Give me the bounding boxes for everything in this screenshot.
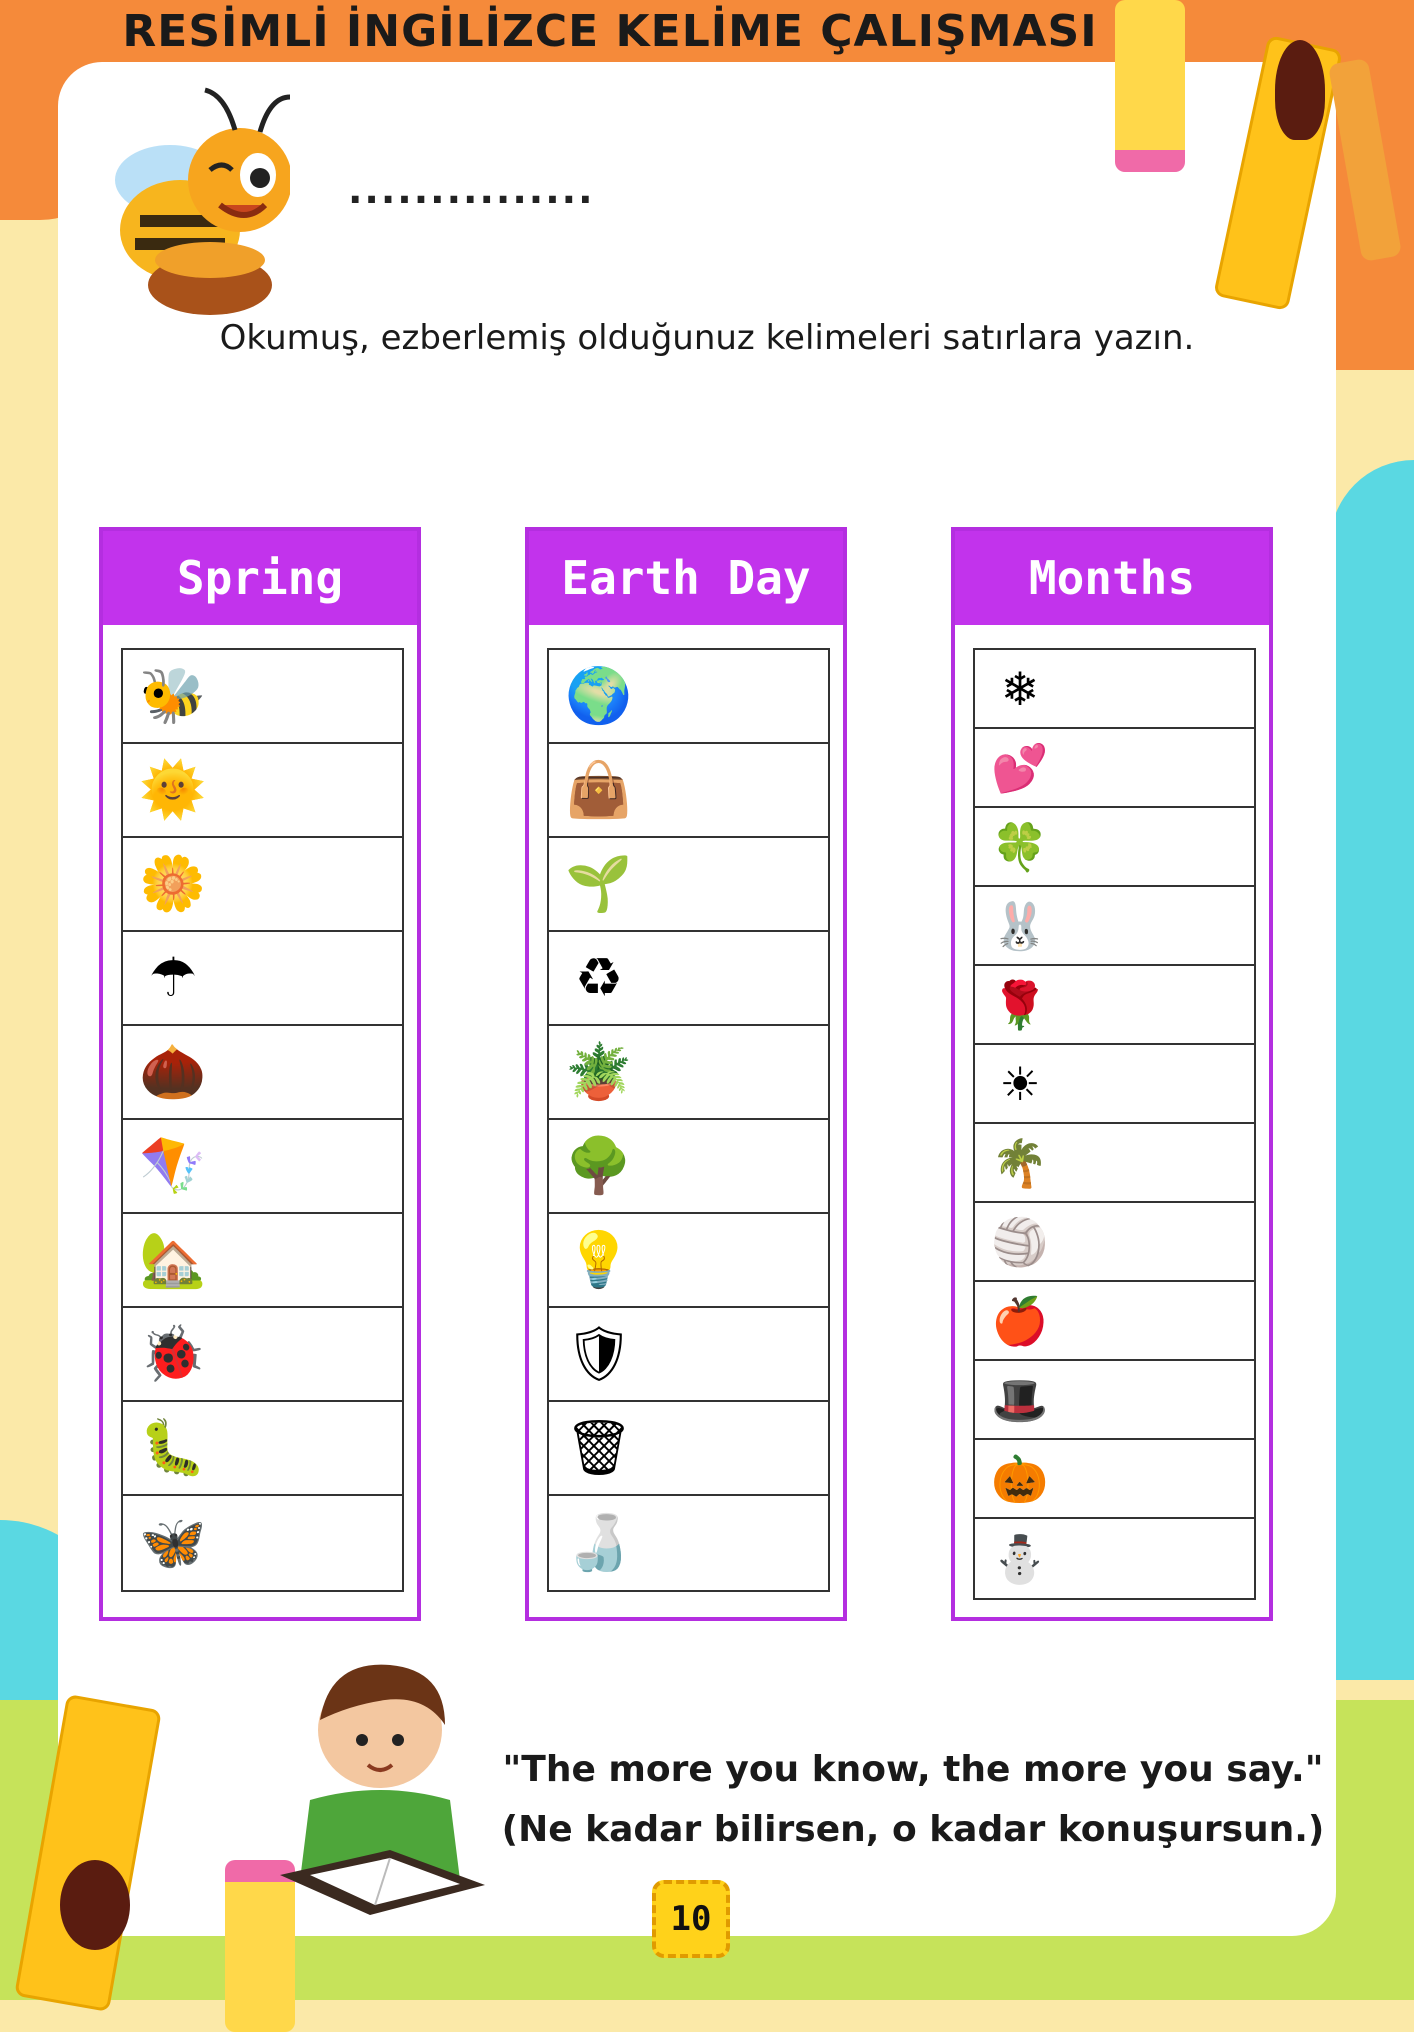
- word-row[interactable]: [549, 1402, 828, 1496]
- word-row[interactable]: [549, 932, 828, 1026]
- earth-icon: 🌍: [565, 664, 633, 727]
- word-row[interactable]: [549, 838, 828, 932]
- recycled-tag-icon: ♻: [574, 946, 624, 1009]
- word-row[interactable]: [975, 1045, 1254, 1124]
- word-list: [973, 648, 1256, 1600]
- word-row[interactable]: [975, 1519, 1254, 1598]
- word-row[interactable]: [975, 808, 1254, 887]
- clover-icon: 🍀: [991, 819, 1049, 874]
- word-row[interactable]: [549, 744, 828, 838]
- apple-icon: 🍎: [991, 1293, 1049, 1348]
- quote: [448, 1740, 1378, 1860]
- column-earth-day: [525, 527, 847, 1621]
- word-row[interactable]: [975, 1361, 1254, 1440]
- word-row[interactable]: [549, 1496, 828, 1590]
- word-row[interactable]: [975, 1282, 1254, 1361]
- word-list: [121, 648, 404, 1592]
- column-spring: [99, 527, 421, 1621]
- garden-icon: 🏡: [139, 1228, 207, 1291]
- shield-check-icon: 🛡: [564, 1322, 634, 1385]
- word-row[interactable]: [123, 1402, 402, 1496]
- paintbrush-icon: [60, 1860, 130, 1950]
- word-row[interactable]: [975, 650, 1254, 729]
- palm-tree-icon: 🌴: [991, 1135, 1049, 1190]
- word-row[interactable]: [123, 1120, 402, 1214]
- pumpkin-icon: 🎃: [991, 1451, 1049, 1506]
- beach-ball-icon: 🏐: [991, 1214, 1049, 1269]
- eco-bulb-icon: 💡: [565, 1228, 633, 1291]
- column-title: Earth Day: [529, 531, 843, 625]
- trash-bin-icon: 🗑: [564, 1416, 634, 1479]
- flower-icon: 🌼: [139, 852, 207, 915]
- column-title: Spring: [103, 531, 417, 625]
- snowman-icon: ⛄: [991, 1531, 1049, 1586]
- word-list: [547, 648, 830, 1592]
- potted-plant-icon: 🪴: [565, 1040, 633, 1103]
- word-row[interactable]: [975, 729, 1254, 808]
- ladybug-icon: 🐞: [139, 1322, 207, 1385]
- water-bottle-icon: 🍶: [565, 1511, 633, 1574]
- page-title: RESİMLİ İNGİLİZCE KELİME ÇALIŞMASI: [122, 6, 1098, 57]
- word-row[interactable]: [549, 650, 828, 744]
- word-row[interactable]: [123, 650, 402, 744]
- easter-bunny-icon: 🐰: [991, 898, 1049, 953]
- instruction-text: Okumuş, ezberlemiş olduğunuz kelimeleri satırlara yazın.: [219, 318, 1195, 358]
- word-row[interactable]: [975, 887, 1254, 966]
- page-number: 10: [652, 1880, 730, 1958]
- paintbrush-icon: [1275, 40, 1325, 140]
- name-line[interactable]: ...............: [348, 168, 595, 212]
- bee-mascot-icon: [100, 70, 290, 315]
- column-title: Months: [955, 531, 1269, 625]
- sun-rays-icon: ☀: [999, 1056, 1041, 1111]
- word-row[interactable]: [975, 1124, 1254, 1203]
- eco-bag-icon: 👜: [565, 758, 633, 821]
- word-row[interactable]: [123, 1214, 402, 1308]
- word-row[interactable]: [123, 744, 402, 838]
- butterfly-icon: 🦋: [139, 1511, 207, 1574]
- word-row[interactable]: [549, 1026, 828, 1120]
- word-row[interactable]: [123, 1496, 402, 1590]
- quote-english: "The more you know, the more you say.": [502, 1749, 1324, 1790]
- kite-icon: 🪁: [139, 1134, 207, 1197]
- quote-turkish: (Ne kadar bilirsen, o kadar konuşursun.): [501, 1809, 1325, 1850]
- hearts-icon: 💕: [991, 740, 1049, 795]
- sun-icon: 🌞: [139, 758, 207, 821]
- word-row[interactable]: [123, 1308, 402, 1402]
- word-row[interactable]: [123, 1026, 402, 1120]
- word-row[interactable]: [549, 1308, 828, 1402]
- word-row[interactable]: [975, 966, 1254, 1045]
- rose-icon: 🌹: [991, 977, 1049, 1032]
- word-row[interactable]: [975, 1440, 1254, 1519]
- word-row[interactable]: [549, 1214, 828, 1308]
- word-row[interactable]: [123, 838, 402, 932]
- bottle-planter-icon: 🌱: [565, 852, 633, 915]
- bee-icon: 🐝: [139, 664, 207, 727]
- column-months: [951, 527, 1273, 1621]
- tree-icon: 🌳: [565, 1134, 633, 1197]
- word-row[interactable]: [123, 932, 402, 1026]
- seeds-icon: 🌰: [139, 1040, 207, 1103]
- word-row[interactable]: [975, 1203, 1254, 1282]
- background-shape-right: [1330, 460, 1414, 1680]
- witch-hat-icon: 🎩: [991, 1372, 1049, 1427]
- umbrella-icon: ☂: [148, 946, 198, 1009]
- caterpillar-icon: 🐛: [139, 1416, 207, 1479]
- word-row[interactable]: [549, 1120, 828, 1214]
- snowflake-icon: ❄: [1000, 661, 1040, 716]
